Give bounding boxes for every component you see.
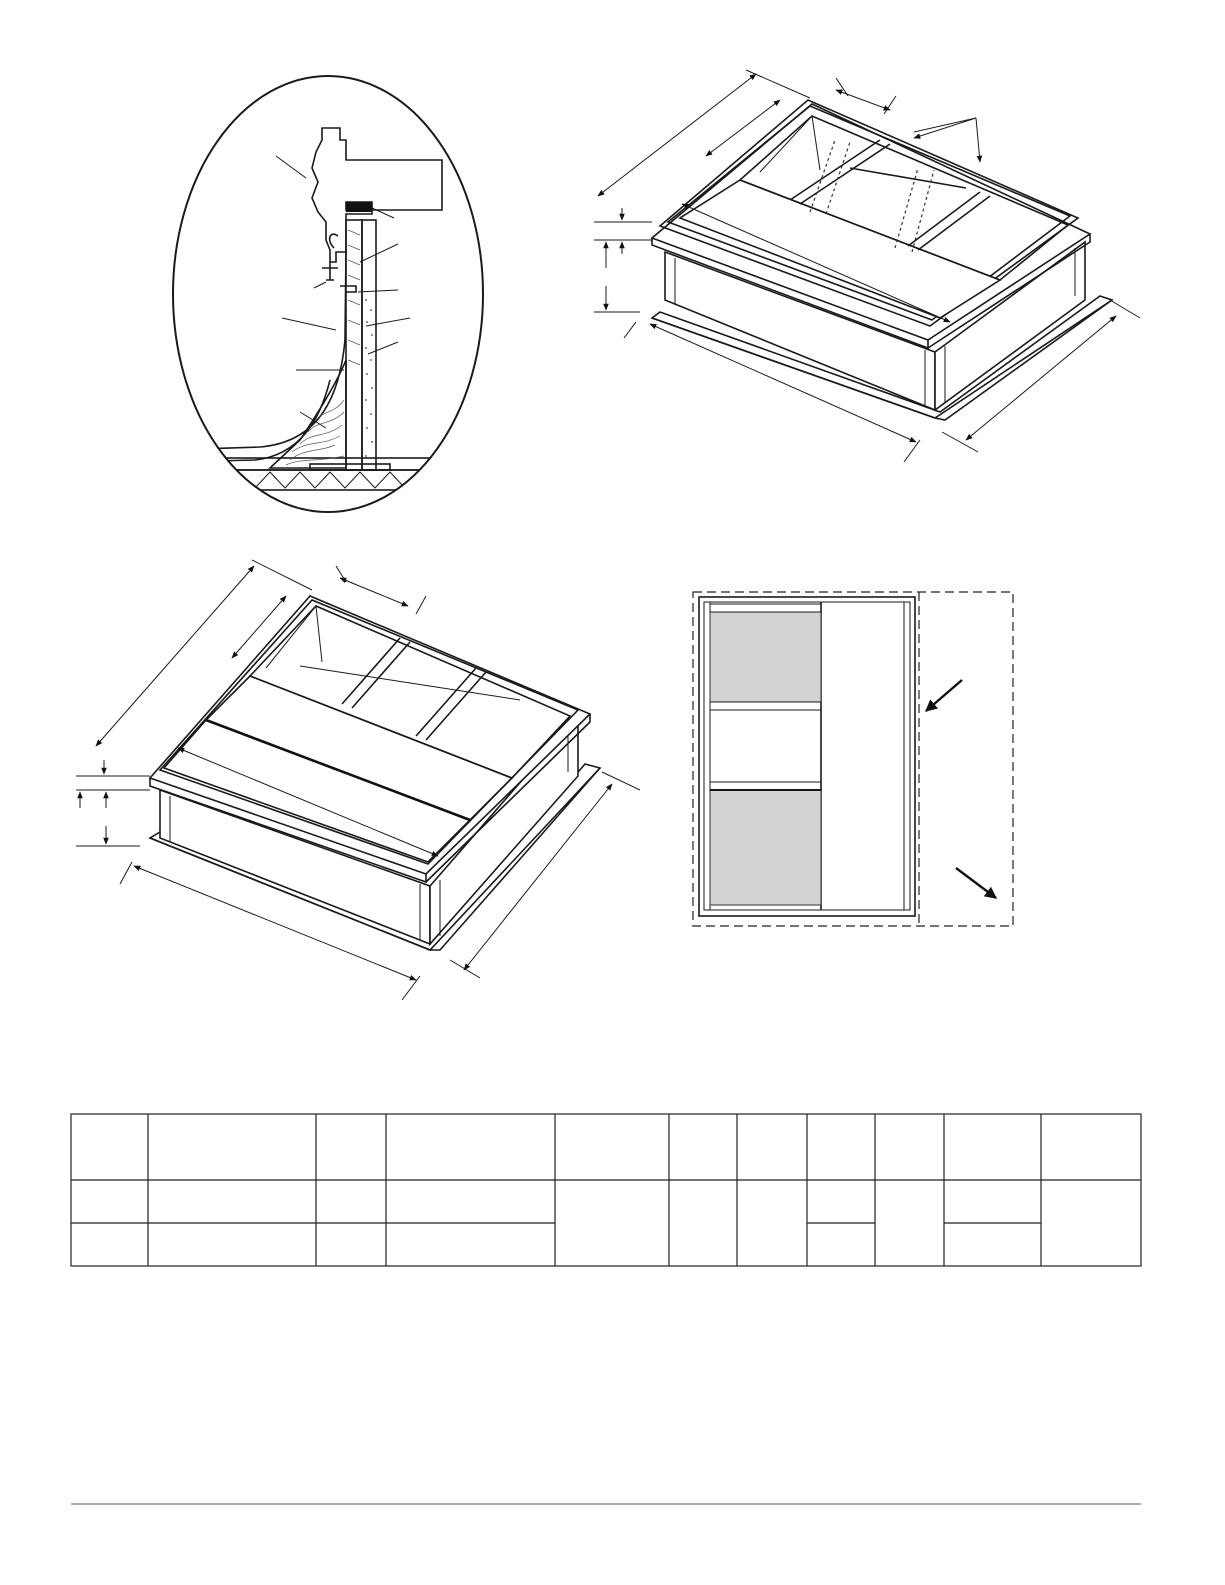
- isometric-top-figure: [594, 70, 1140, 462]
- detail-section-figure: [170, 76, 490, 512]
- plan-view-figure: [693, 592, 1013, 926]
- spec-table: [71, 1114, 1141, 1266]
- isometric-bottom-figure: [76, 560, 640, 1000]
